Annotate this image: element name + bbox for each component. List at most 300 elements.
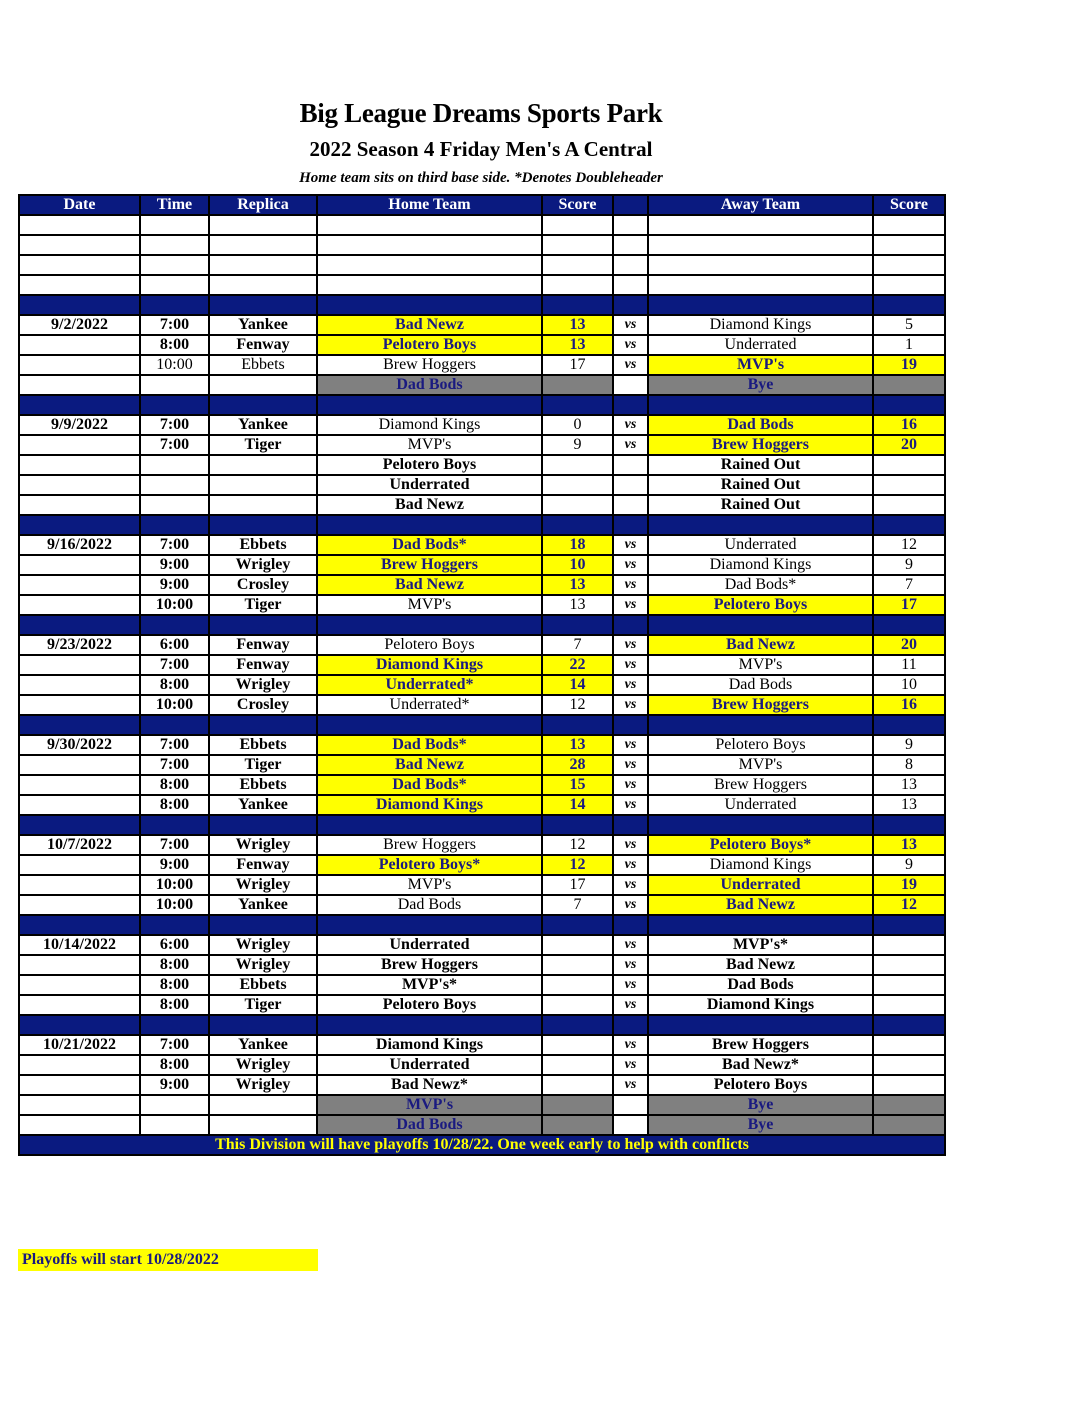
time-cell — [140, 295, 209, 315]
away-team-cell — [648, 515, 873, 535]
date-cell — [19, 955, 140, 975]
vs-cell — [613, 295, 648, 315]
vs-cell — [613, 475, 648, 495]
home-team-cell: Dad Bods — [317, 895, 542, 915]
away-team-cell: MVP's* — [648, 935, 873, 955]
vs-cell: vs — [613, 955, 648, 975]
game-row — [19, 555, 945, 575]
home-score-cell: 13 — [542, 335, 613, 355]
home-score-cell — [542, 295, 613, 315]
vs-cell — [613, 1115, 648, 1135]
away-score-cell: 13 — [873, 775, 945, 795]
time-cell: 7:00 — [140, 315, 209, 335]
date-cell: 10/21/2022 — [19, 1035, 140, 1055]
away-score-cell — [873, 215, 945, 235]
vs-cell: vs — [613, 735, 648, 755]
time-cell — [140, 915, 209, 935]
home-team-cell — [317, 915, 542, 935]
home-team-cell: Pelotero Boys — [317, 335, 542, 355]
away-score-cell — [873, 975, 945, 995]
home-score-cell — [542, 935, 613, 955]
away-team-cell: Diamond Kings — [648, 995, 873, 1015]
home-score-cell: 0 — [542, 415, 613, 435]
time-cell: 8:00 — [140, 1055, 209, 1075]
away-score-cell — [873, 955, 945, 975]
away-team-cell: Brew Hoggers — [648, 775, 873, 795]
game-row — [19, 975, 945, 995]
playoff-start-note: Playoffs will start 10/28/2022 — [18, 1249, 318, 1271]
game-row — [19, 435, 945, 455]
away-score-cell: 13 — [873, 835, 945, 855]
home-team-cell: Bad Newz — [317, 755, 542, 775]
vs-cell: vs — [613, 835, 648, 855]
away-score-cell: 19 — [873, 355, 945, 375]
date-cell — [19, 435, 140, 455]
vs-cell: vs — [613, 875, 648, 895]
home-team-cell: Brew Hoggers — [317, 835, 542, 855]
field-cell: Yankee — [209, 795, 317, 815]
field-cell: Wrigley — [209, 935, 317, 955]
field-cell — [209, 215, 317, 235]
home-team-cell — [317, 1015, 542, 1035]
vs-cell: vs — [613, 415, 648, 435]
home-team-cell: MVP's — [317, 435, 542, 455]
date-cell — [19, 575, 140, 595]
away-team-cell: Diamond Kings — [648, 315, 873, 335]
date-cell — [19, 795, 140, 815]
time-cell: 10:00 — [140, 875, 209, 895]
time-cell: 8:00 — [140, 995, 209, 1015]
vs-cell: vs — [613, 575, 648, 595]
date-cell — [19, 915, 140, 935]
away-score-cell — [873, 1075, 945, 1095]
game-row — [19, 695, 945, 715]
field-cell — [209, 375, 317, 395]
time-cell: 8:00 — [140, 675, 209, 695]
vs-cell: vs — [613, 315, 648, 335]
field-cell: Crosley — [209, 575, 317, 595]
field-cell — [209, 255, 317, 275]
game-row — [19, 535, 945, 555]
away-team-cell: Dad Bods* — [648, 575, 873, 595]
away-team-cell: MVP's — [648, 755, 873, 775]
game-row — [19, 375, 945, 395]
home-score-cell — [542, 475, 613, 495]
home-score-cell: 12 — [542, 695, 613, 715]
home-team-cell: Underrated — [317, 475, 542, 495]
home-score-cell — [542, 975, 613, 995]
time-cell: 9:00 — [140, 555, 209, 575]
away-team-cell: Dad Bods — [648, 675, 873, 695]
field-cell — [209, 715, 317, 735]
home-team-cell: Underrated — [317, 1055, 542, 1075]
field-cell: Yankee — [209, 415, 317, 435]
field-cell: Wrigley — [209, 1075, 317, 1095]
away-score-cell: 16 — [873, 415, 945, 435]
date-cell — [19, 295, 140, 315]
away-score-cell: 13 — [873, 795, 945, 815]
away-team-cell: Dad Bods — [648, 415, 873, 435]
date-cell — [19, 1015, 140, 1035]
page-title: Big League Dreams Sports Park — [299, 98, 663, 128]
home-score-cell: 15 — [542, 775, 613, 795]
field-cell: Ebbets — [209, 535, 317, 555]
away-team-cell: Bye — [648, 1115, 873, 1135]
home-team-cell: Pelotero Boys* — [317, 855, 542, 875]
date-cell — [19, 375, 140, 395]
week-separator — [19, 1015, 945, 1035]
field-cell — [209, 515, 317, 535]
game-row — [19, 735, 945, 755]
away-team-cell: Bad Newz* — [648, 1055, 873, 1075]
game-row — [19, 1035, 945, 1055]
home-score-cell — [542, 1095, 613, 1115]
field-cell — [209, 1095, 317, 1115]
home-team-cell: Bad Newz — [317, 495, 542, 515]
time-cell: 6:00 — [140, 635, 209, 655]
away-team-cell — [648, 915, 873, 935]
time-cell — [140, 495, 209, 515]
week-separator — [19, 715, 945, 735]
home-team-cell: Underrated* — [317, 695, 542, 715]
game-row — [19, 635, 945, 655]
date-cell — [19, 755, 140, 775]
date-cell: 9/2/2022 — [19, 315, 140, 335]
home-score-cell — [542, 275, 613, 295]
home-team-cell — [317, 715, 542, 735]
home-score-cell: 14 — [542, 795, 613, 815]
home-score-cell — [542, 1075, 613, 1095]
vs-cell: vs — [613, 975, 648, 995]
away-score-cell — [873, 495, 945, 515]
schedule-table — [18, 194, 946, 1156]
home-score-cell: 17 — [542, 355, 613, 375]
week-separator — [19, 615, 945, 635]
field-cell: Tiger — [209, 595, 317, 615]
home-team-cell: Pelotero Boys — [317, 455, 542, 475]
date-cell — [19, 215, 140, 235]
time-cell: 10:00 — [140, 355, 209, 375]
away-score-cell — [873, 615, 945, 635]
game-row — [19, 315, 945, 335]
field-cell — [209, 815, 317, 835]
time-cell: 7:00 — [140, 835, 209, 855]
home-score-cell — [542, 615, 613, 635]
vs-cell: vs — [613, 555, 648, 575]
game-row — [19, 475, 945, 495]
field-cell — [209, 1115, 317, 1135]
home-team-cell — [317, 275, 542, 295]
field-cell — [209, 915, 317, 935]
away-team-cell — [648, 275, 873, 295]
field-cell: Fenway — [209, 635, 317, 655]
vs-cell: vs — [613, 675, 648, 695]
time-cell: 8:00 — [140, 795, 209, 815]
away-score-cell — [873, 995, 945, 1015]
away-team-cell: Dad Bods — [648, 975, 873, 995]
home-team-cell — [317, 235, 542, 255]
vs-cell: vs — [613, 655, 648, 675]
away-score-cell — [873, 515, 945, 535]
date-cell — [19, 395, 140, 415]
home-team-cell: Bad Newz — [317, 575, 542, 595]
time-cell: 7:00 — [140, 755, 209, 775]
away-score-cell: 9 — [873, 735, 945, 755]
field-cell: Wrigley — [209, 555, 317, 575]
time-cell: 8:00 — [140, 955, 209, 975]
home-score-cell — [542, 815, 613, 835]
date-cell — [19, 895, 140, 915]
time-cell — [140, 255, 209, 275]
home-team-cell — [317, 815, 542, 835]
time-cell — [140, 1015, 209, 1035]
time-cell — [140, 715, 209, 735]
game-row — [19, 1075, 945, 1095]
away-score-cell: 20 — [873, 435, 945, 455]
away-team-cell — [648, 1015, 873, 1035]
away-score-cell — [873, 1115, 945, 1135]
home-score-cell: 12 — [542, 855, 613, 875]
field-cell: Fenway — [209, 655, 317, 675]
home-score-cell: 10 — [542, 555, 613, 575]
away-score-cell — [873, 475, 945, 495]
vs-cell: vs — [613, 995, 648, 1015]
field-cell — [209, 295, 317, 315]
vs-cell: vs — [613, 795, 648, 815]
away-score-cell: 11 — [873, 655, 945, 675]
vs-cell — [613, 255, 648, 275]
home-team-cell — [317, 395, 542, 415]
away-team-cell — [648, 615, 873, 635]
home-score-cell — [542, 375, 613, 395]
game-row — [19, 835, 945, 855]
time-cell: 10:00 — [140, 895, 209, 915]
away-score-cell: 5 — [873, 315, 945, 335]
col-header-away-score: Score — [873, 195, 945, 215]
away-team-cell: Brew Hoggers — [648, 695, 873, 715]
field-cell: Wrigley — [209, 1055, 317, 1075]
time-cell: 7:00 — [140, 655, 209, 675]
date-cell — [19, 235, 140, 255]
away-team-cell: Pelotero Boys* — [648, 835, 873, 855]
field-cell — [209, 1015, 317, 1035]
vs-cell: vs — [613, 355, 648, 375]
away-score-cell: 10 — [873, 675, 945, 695]
away-team-cell: Brew Hoggers — [648, 435, 873, 455]
home-score-cell: 14 — [542, 675, 613, 695]
date-cell — [19, 515, 140, 535]
time-cell — [140, 395, 209, 415]
away-score-cell — [873, 915, 945, 935]
away-score-cell — [873, 935, 945, 955]
away-team-cell: Underrated — [648, 335, 873, 355]
date-cell — [19, 495, 140, 515]
home-score-cell: 13 — [542, 595, 613, 615]
blank-row — [19, 255, 945, 275]
date-cell: 9/30/2022 — [19, 735, 140, 755]
col-header-away-team: Away Team — [648, 195, 873, 215]
home-team-cell — [317, 515, 542, 535]
away-score-cell: 8 — [873, 755, 945, 775]
field-cell — [209, 235, 317, 255]
away-score-cell: 17 — [873, 595, 945, 615]
time-cell: 7:00 — [140, 735, 209, 755]
home-score-cell: 17 — [542, 875, 613, 895]
home-score-cell — [542, 1115, 613, 1135]
field-cell: Crosley — [209, 695, 317, 715]
game-row — [19, 595, 945, 615]
time-cell — [140, 275, 209, 295]
home-team-cell: Brew Hoggers — [317, 355, 542, 375]
date-cell — [19, 815, 140, 835]
playoff-notice: This Division will have playoffs 10/28/22. One week early to help with conflicts — [19, 1135, 945, 1155]
week-separator — [19, 295, 945, 315]
time-cell — [140, 235, 209, 255]
away-score-cell — [873, 455, 945, 475]
home-score-cell — [542, 235, 613, 255]
home-team-cell: Brew Hoggers — [317, 555, 542, 575]
away-team-cell: Pelotero Boys — [648, 595, 873, 615]
away-score-cell: 12 — [873, 535, 945, 555]
date-cell — [19, 995, 140, 1015]
vs-cell: vs — [613, 535, 648, 555]
home-team-cell: Bad Newz* — [317, 1075, 542, 1095]
field-cell: Fenway — [209, 335, 317, 355]
field-cell: Ebbets — [209, 735, 317, 755]
away-team-cell: Bye — [648, 1095, 873, 1115]
home-score-cell — [542, 995, 613, 1015]
field-cell: Wrigley — [209, 835, 317, 855]
date-cell — [19, 875, 140, 895]
date-cell — [19, 675, 140, 695]
time-cell: 9:00 — [140, 575, 209, 595]
game-row — [19, 575, 945, 595]
time-cell — [140, 1095, 209, 1115]
away-score-cell: 1 — [873, 335, 945, 355]
game-row — [19, 675, 945, 695]
field-cell: Yankee — [209, 1035, 317, 1055]
away-score-cell: 12 — [873, 895, 945, 915]
vs-cell — [613, 815, 648, 835]
field-cell — [209, 615, 317, 635]
away-team-cell: Underrated — [648, 535, 873, 555]
game-row — [19, 935, 945, 955]
field-cell: Yankee — [209, 895, 317, 915]
vs-cell — [613, 1095, 648, 1115]
away-score-cell — [873, 235, 945, 255]
date-cell: 9/9/2022 — [19, 415, 140, 435]
home-team-cell — [317, 615, 542, 635]
date-cell — [19, 355, 140, 375]
away-team-cell: Diamond Kings — [648, 855, 873, 875]
time-cell: 7:00 — [140, 1035, 209, 1055]
field-cell: Tiger — [209, 435, 317, 455]
vs-cell — [613, 215, 648, 235]
home-score-cell — [542, 515, 613, 535]
away-team-cell: Pelotero Boys — [648, 735, 873, 755]
home-team-cell — [317, 255, 542, 275]
home-team-cell — [317, 215, 542, 235]
away-team-cell: Brew Hoggers — [648, 1035, 873, 1055]
date-cell — [19, 1115, 140, 1135]
time-cell: 6:00 — [140, 935, 209, 955]
field-cell: Yankee — [209, 315, 317, 335]
away-score-cell — [873, 815, 945, 835]
home-team-cell: Diamond Kings — [317, 795, 542, 815]
blank-row — [19, 235, 945, 255]
date-cell — [19, 615, 140, 635]
home-team-cell — [317, 295, 542, 315]
home-score-cell: 18 — [542, 535, 613, 555]
home-team-cell: Dad Bods* — [317, 775, 542, 795]
blank-row — [19, 215, 945, 235]
home-team-cell: Dad Bods — [317, 1115, 542, 1135]
col-header-date: Date — [19, 195, 140, 215]
game-row — [19, 355, 945, 375]
vs-cell: vs — [613, 595, 648, 615]
time-cell: 9:00 — [140, 855, 209, 875]
date-cell — [19, 1095, 140, 1115]
schedule-note: Home team sits on third base side. *Denotes Doubleheader — [299, 170, 663, 186]
home-score-cell — [542, 215, 613, 235]
vs-cell — [613, 275, 648, 295]
time-cell — [140, 455, 209, 475]
vs-cell — [613, 235, 648, 255]
game-row — [19, 895, 945, 915]
vs-cell — [613, 395, 648, 415]
away-score-cell — [873, 1015, 945, 1035]
week-separator — [19, 815, 945, 835]
col-header-vs — [613, 195, 648, 215]
field-cell: Ebbets — [209, 775, 317, 795]
home-score-cell: 22 — [542, 655, 613, 675]
game-row — [19, 755, 945, 775]
field-cell: Wrigley — [209, 955, 317, 975]
vs-cell — [613, 1015, 648, 1035]
date-cell — [19, 975, 140, 995]
week-separator — [19, 515, 945, 535]
time-cell: 9:00 — [140, 1075, 209, 1095]
home-team-cell: Diamond Kings — [317, 655, 542, 675]
week-separator — [19, 395, 945, 415]
away-team-cell — [648, 715, 873, 735]
vs-cell: vs — [613, 1035, 648, 1055]
home-team-cell: Diamond Kings — [317, 415, 542, 435]
time-cell: 7:00 — [140, 415, 209, 435]
vs-cell — [613, 495, 648, 515]
away-score-cell — [873, 255, 945, 275]
vs-cell: vs — [613, 895, 648, 915]
home-team-cell: MVP's — [317, 1095, 542, 1115]
away-score-cell: 16 — [873, 695, 945, 715]
away-team-cell: Bye — [648, 375, 873, 395]
away-score-cell: 19 — [873, 875, 945, 895]
home-score-cell — [542, 1035, 613, 1055]
page-subtitle: 2022 Season 4 Friday Men's A Central — [309, 137, 653, 161]
home-score-cell — [542, 715, 613, 735]
vs-cell — [613, 615, 648, 635]
away-team-cell: Diamond Kings — [648, 555, 873, 575]
away-team-cell — [648, 235, 873, 255]
date-cell — [19, 455, 140, 475]
home-score-cell: 28 — [542, 755, 613, 775]
away-team-cell — [648, 815, 873, 835]
date-cell — [19, 715, 140, 735]
home-score-cell: 13 — [542, 315, 613, 335]
game-row — [19, 955, 945, 975]
field-cell: Ebbets — [209, 355, 317, 375]
away-team-cell — [648, 295, 873, 315]
